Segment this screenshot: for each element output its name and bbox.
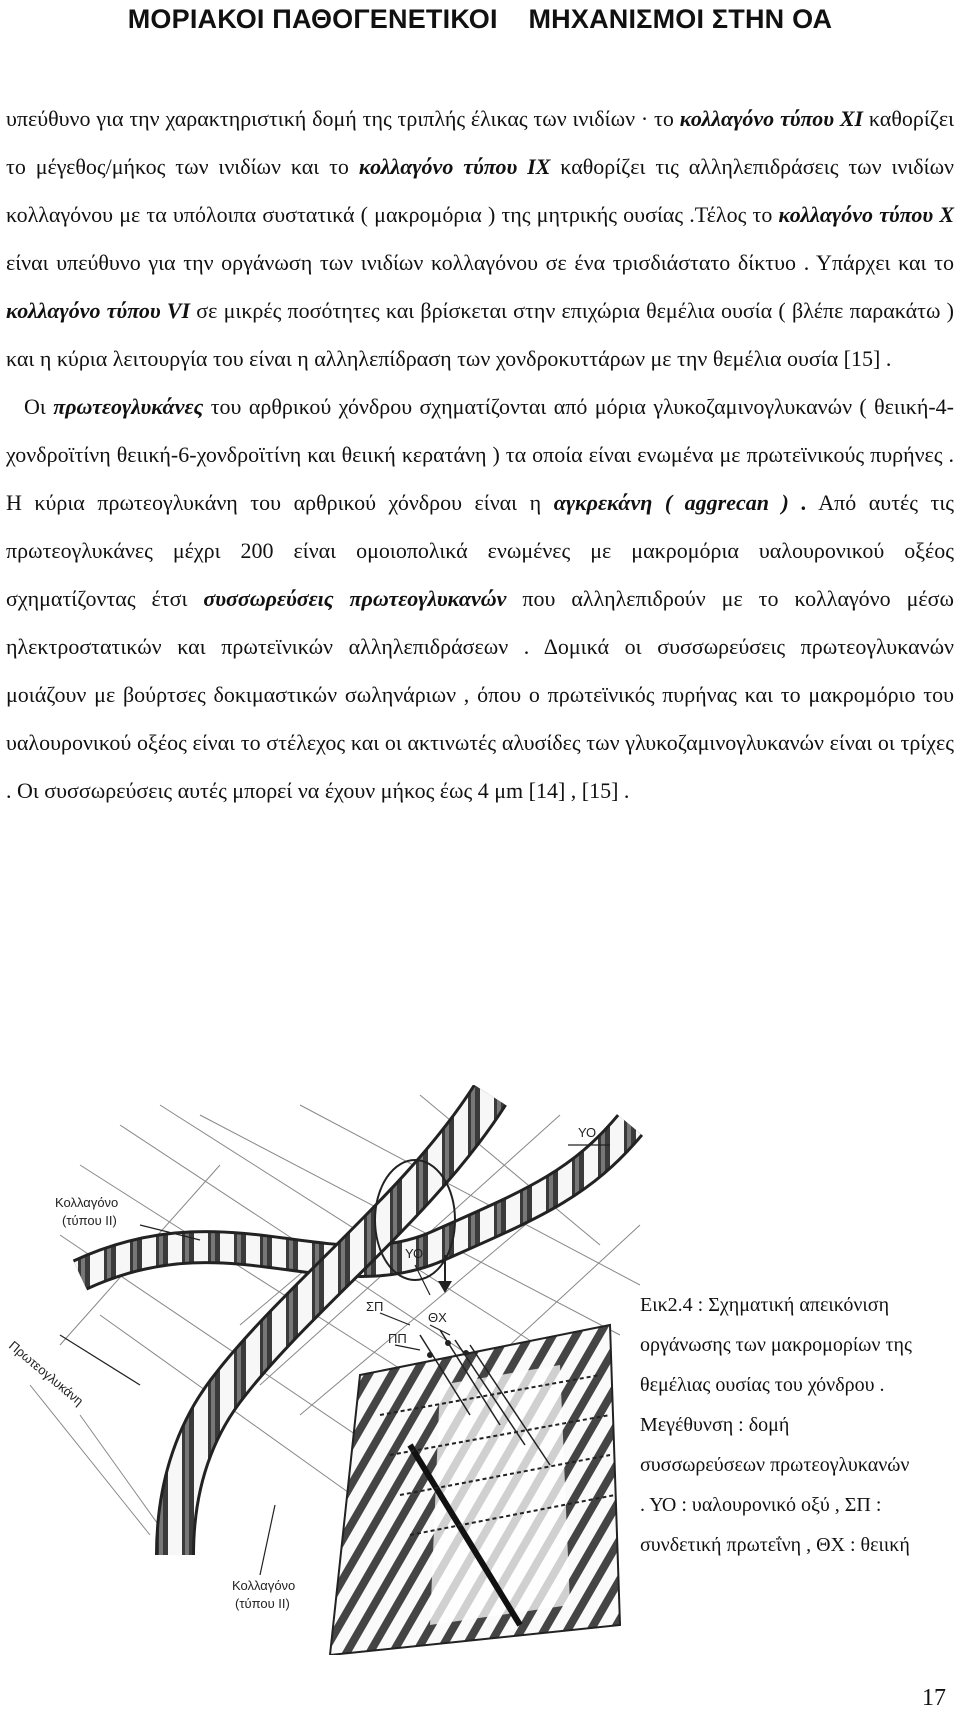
label-collagen-2-line2: (τύπου ΙΙ) (235, 1596, 290, 1611)
aggregate-magnified (330, 1325, 620, 1655)
paragraph-proteoglycans: Οι πρωτεογλυκάνες του αρθρικού χόνδρου σχηματίζονται από μόρια γλυκοζαμινογλυκανών ( θειική-4-χονδροϊτίνη θειική-6-χονδροϊτίνη και θειική κερατάνη ) τα οποία είναι ενωμένα με πρωτεϊνικούς πυρήνες . Η κύρια πρωτεογλυκάνη του αρθρικού χόνδρου είναι η αγκρεκάνη ( aggrecan ) . Από αυτές τις πρωτεογλυκάνες μέχρι 200 είναι ομοιοπολικά ενωμένες με μακρομόρια υαλουρονικού οξέος σχηματίζοντας έτσι συσσωρεύσεις πρωτεογλυκανών που αλληλεπιδρούν με το κολλαγόνο μέσω ηλεκτροστατικών και πρωτεϊνικών αλληλεπιδράσεων . Δομικά οι συσσωρεύσεις πρωτεογλυκανών μοιάζουν με βούρτσες δοκιμαστικών σωληνάριων , όπου ο πρωτεϊνικός πυρήνας και το μακρομόριο του υαλουρονικού οξέος είναι το στέλεχος και οι ακτινωτές αλυσίδες των γλυκοζαμινογλυκανών είναι οι τρίχες . Οι συσσωρεύσεις αυτές μπορεί να έχουν μήκος έως 4 μm [14] , [15] . (6, 394, 955, 803)
label-collagen-1-line1: Κολλαγόνο (55, 1195, 119, 1210)
label-sp: ΣΠ (366, 1299, 384, 1314)
label-pp: ΠΠ (388, 1331, 407, 1346)
page-number: 17 (922, 1685, 946, 1711)
page-header: ΜΟΡΙΑΚΟΙ ΠΑΘΟΓΕΝΕΤΙΚΟΙ ΜΗΧΑΝΙΣΜΟΙ ΣΤΗΝ ΟΑ (127, 4, 833, 34)
label-yo-mid: ΥΟ (405, 1246, 424, 1261)
label-yo-top: ΥΟ (578, 1125, 597, 1140)
body-text (6, 95, 954, 815)
paragraph-collagen-types: υπεύθυνο για την χαρακτηριστική δομή της τριπλής έλικας των ινιδίων · το κολλαγόνο τύπου XI καθορίζει το μέγεθος/μήκος των ινιδίων και το κολλαγόνο τύπου IX καθορίζει τις αλληλεπιδράσεις των ινιδίων κολλαγόνου με τα υπόλοιπα συστατικά ( μακρομόρια ) της μητρικής ουσίας .Τέλος το κολλαγόνο τύπου X είναι υπεύθυνο για την οργάνωση των ινιδίων κολλαγόνου σε ένα τρισδιάστατο δίκτυο . Υπάρχει και το κολλαγόνο τύπου VI σε μικρές ποσότητες και βρίσκεται στην επιχώρια θεμέλια ουσία ( βλέπε παρακάτω ) και η κύρια λειτουργία του είναι η αλληλεπίδραση των χονδροκυττάρων με την θεμέλια ουσία [15] . (6, 106, 955, 371)
label-proteoglycan: Πρωτεογλυκάνη (6, 1337, 87, 1409)
figure-caption: Εικ2.4 : Σχηματική απεικόνιση οργάνωσης των μακρομορίων της θεμέλιας ουσίας του χόνδρου . Μεγέθυνση : δομή συσσωρεύσεων πρωτεογλυκανών . ΥΟ : υαλουρονικό οξύ , ΣΠ : συνδετική πρωτεΐνη , ΘΧ : θειική (640, 1294, 912, 1556)
label-collagen-1-line2: (τύπου ΙΙ) (62, 1213, 117, 1228)
label-collagen-2-line1: Κολλαγόνο (232, 1578, 296, 1593)
label-thx: ΘΧ (428, 1310, 447, 1325)
